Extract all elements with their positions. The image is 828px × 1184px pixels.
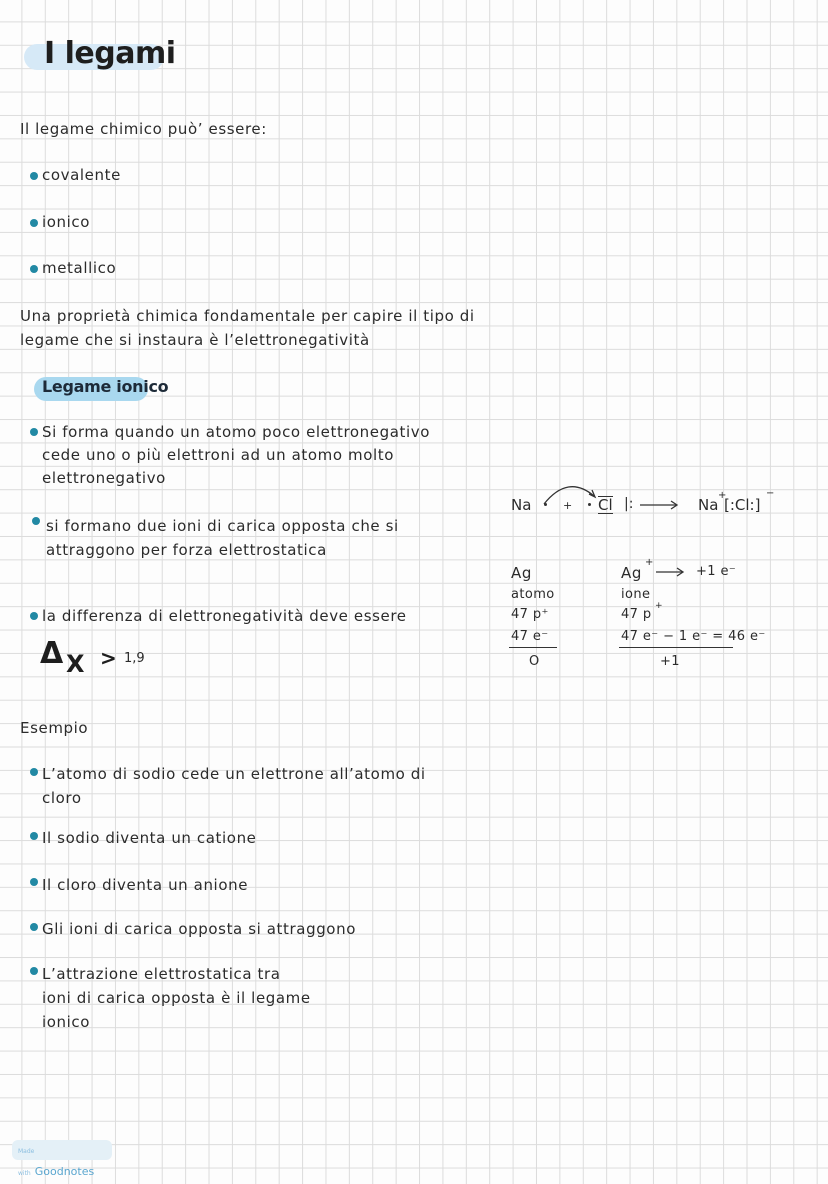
plus-sign: + [563,499,573,512]
greater-than-sign: > [100,646,117,670]
list-item: Gli ioni di carica opposta si attraggono [42,920,356,938]
list-item: la differenza di elettronegatività deve essere [42,607,407,625]
example-title: Esempio [20,719,89,737]
silver-ion-charge: + [645,557,654,568]
bullet-icon [30,768,38,776]
lone-pair-dots: |: [624,496,634,512]
intro-text: Il legame chimico può’ essere: [20,120,267,138]
bullet-icon [30,172,38,180]
ion-electrons: 47 e⁻ − 1 e⁻ = 46 e⁻ [621,629,766,644]
atom-label: atomo [511,587,555,602]
list-item-continued: ioni di carica opposta è il legame [42,989,311,1007]
list-item: Il sodio diventa un catione [42,829,257,847]
list-item: Si forma quando un atomo poco elettronegativo [42,423,431,441]
sodium-ion-symbol: Na [698,496,719,514]
bullet-icon [32,517,40,525]
bullet-icon [30,832,38,840]
page-title: I legami [44,36,176,71]
silver-atom-symbol: Ag [511,564,532,582]
list-item: Il cloro diventa un anione [42,876,249,894]
bullet-icon [30,923,38,931]
ion-label: ione [621,587,651,602]
ion-protons-charge: + [655,601,663,611]
list-item: si formano due ioni di carica opposta che si [46,517,399,535]
bullet-icon [30,428,38,436]
chloride-ion-symbol: [:Cl:] [724,496,761,514]
delta-value: 1,9 [124,651,145,666]
badge-brand: Goodnotes [34,1165,95,1178]
badge-small-text: Made with [18,1148,35,1177]
property-line: Una proprietà chimica fondamentale per capire il tipo di [20,307,475,325]
atom-protons: 47 p⁺ [511,607,549,622]
bullet-icon [30,612,38,620]
list-item: ionico [42,213,91,231]
ion-net-charge: +1 [660,654,680,669]
delta-symbol: Δ [40,636,64,671]
goodnotes-badge [12,1140,112,1178]
delta-subscript: X [66,650,85,678]
bullet-icon [30,219,38,227]
atom-net-charge: O [529,654,540,669]
chlorine-symbol: Cl [598,496,613,514]
silver-ion-symbol: Ag [621,564,642,582]
ionization-arrow-icon [654,566,688,578]
list-item-continued: attraggono per forza elettrostatica [46,541,327,559]
list-item: L’atomo di sodio cede un elettrone all’atomo di [42,765,426,783]
list-item: L’attrazione elettrostatica tra [42,965,281,983]
released-electron: +1 e⁻ [696,564,737,579]
property-line: legame che si instaura è l’elettronegatività [20,331,370,349]
atom-electrons: 47 e⁻ [511,629,549,644]
ion-protons: 47 p [621,607,652,622]
list-item-continued: cloro [42,789,82,807]
sodium-symbol: Na [511,496,532,514]
reaction-arrow-icon [638,499,682,511]
bullet-icon [30,265,38,273]
section-title: Legame ionico [42,377,169,396]
list-item: covalente [42,166,121,184]
list-item: metallico [42,259,117,277]
ion-sum-line [619,647,733,648]
list-item-continued: ionico [42,1013,91,1031]
atom-sum-line [509,647,557,648]
electron-dot-icon [588,503,591,506]
list-item-continued: elettronegativo [42,469,166,487]
bullet-icon [30,967,38,975]
list-item-continued: cede uno o più elettroni ad un atomo molto [42,446,394,464]
sodium-ion-charge: + [718,490,727,501]
bullet-icon [30,878,38,886]
chloride-ion-charge: − [766,488,775,499]
